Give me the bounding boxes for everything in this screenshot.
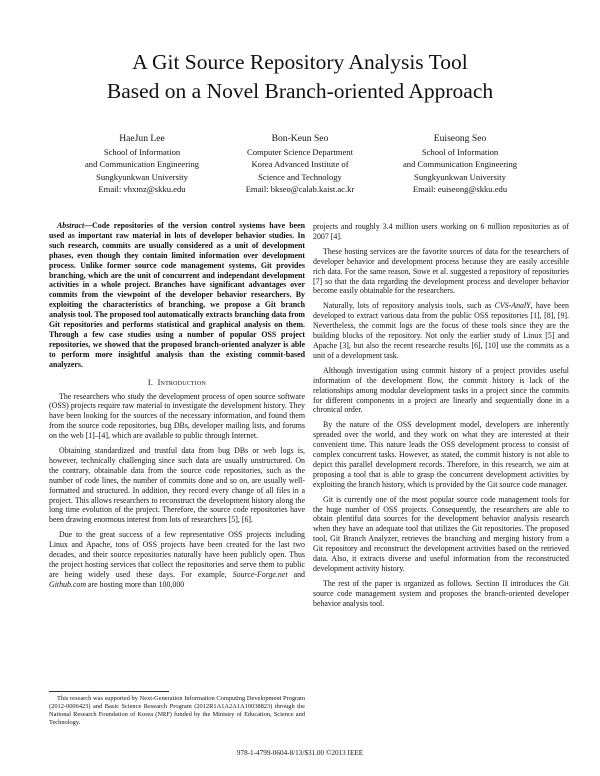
text-run: are hosting more than 100,000 xyxy=(86,579,185,589)
body-paragraph: By the nature of the OSS development model, developers are inherently spreaded over the world, and they work on what they are interested at their convenient time. This nature leads the OSS development process to consist of complex concurrent tasks. However, as stated, the commit history is not able to depict this parallel development records. Therefore, in this research, we aim at proposing a tool that is able to grasp the concurrent development activities by exploiting the branch history, which is provided by the Git source code manager. xyxy=(313,420,569,489)
body-paragraph xyxy=(313,301,569,360)
title-line-1: A Git Source Repository Analysis Tool xyxy=(132,50,468,74)
abstract xyxy=(49,221,305,370)
text-run: and xyxy=(287,569,305,579)
footnote-rule xyxy=(49,691,169,692)
author-block-2 xyxy=(220,133,380,195)
text-run: Naturally, lots of repository analysis tools, such as xyxy=(323,301,495,311)
body-paragraph: projects and roughly 3.4 million users working on 6 million repositories as of 2007 [4]. xyxy=(313,222,569,241)
author-affiliation: Sungkyunkwan University xyxy=(414,171,506,182)
author-block-1 xyxy=(62,133,222,195)
author-affiliation: Computer Science Department xyxy=(247,147,353,158)
text-run: , have been developed to extract various data from the public OSS repositories [1], [8], [9]. Nevertheless, the commit logs are the focus of these tools since they are the building blocks of the repository. Not only the earlier study of Linux [5] and Apache [3], but also the recent researche results [6], [10] use the commits as a unit of a development task. xyxy=(313,301,569,360)
title-line-2: Based on a Novel Branch-oriented Approach xyxy=(106,79,494,103)
funding-footnote: This research was supported by Next-Generation Information Computing Development Program (2012-0006423) and Basic Science Research Program (2012R1A1A2A1A10038823) through the National Research Foundation of Korea (NRF) funded by the Ministry of Education, Science and Technology. xyxy=(49,695,305,726)
author-name: Bon-Keun Seo xyxy=(271,133,329,144)
author-affiliation: Science and Technology xyxy=(258,171,342,182)
author-affiliation: Korea Advanced Institute of xyxy=(251,159,349,170)
right-column xyxy=(313,222,569,614)
cvsanaly-ref: CVS-AnalY xyxy=(494,301,531,311)
author-affiliation: School of Information xyxy=(421,147,499,158)
author-affiliation: and Communication Engineering xyxy=(84,159,200,170)
section-numeral: I. xyxy=(147,377,154,387)
body-paragraph: The researchers who study the development process of open source software (OSS) projects require raw material to investigate the development history. They have been looking for the sources of the necessary information, and found them from the source code repositories, bug DBs, developer mailing lists, and forums on the web [1]–[4], which are available to public through Internet. xyxy=(49,391,305,441)
body-paragraph: Git is currently one of the most popular source code management tools for the huge number of OSS projects. Consequently, the researchers are able to obtain plentiful data sources for the development behavior analysis research when they have an adequate tool that utilizes the Git repositories. The proposed tool, Git Branch Analyzer, retrieves the branching and merging history from a Git repository and reconstruct the development activities based on the retrieved data. Also, it extracts diverse and useful information from the reconstructed development activity history. xyxy=(313,494,569,573)
author-affiliation: School of Information xyxy=(103,147,181,158)
body-paragraph xyxy=(49,530,305,589)
abstract-label: Abstract xyxy=(57,221,85,230)
section-title: Introduction xyxy=(157,377,207,387)
text-run: Due to the great success of a few representative OSS projects including Linux and Apache, tons of OSS projects have been created for the last two decades, and their source repositories naturally have been publicly open. Thus the project hosting services that collect the repositories and serve them to public are being widely used these days. For example, xyxy=(49,530,305,579)
body-paragraph: Although investigation using commit history of a project provides useful information of the development flow, the commit history is lack of the relationships among modular development tasks in a project since the commits for different components in a project are linearly and sequentially done in a chronical order. xyxy=(313,365,569,415)
author-name: HaeJun Lee xyxy=(119,133,165,144)
section-heading xyxy=(49,378,305,388)
author-affiliation: and Communication Engineering xyxy=(402,159,518,170)
author-email: Email: vhxmz@skku.edu xyxy=(98,183,186,194)
left-column xyxy=(49,221,305,595)
author-block-3 xyxy=(380,133,540,195)
github-ref: Github.com xyxy=(49,579,87,589)
author-name: Euiseong Seo xyxy=(433,133,487,144)
author-email: Email: bkseo@calab.kaist.ac.kr xyxy=(245,183,355,194)
copyright-footer: 978-1-4799-0604-8/13/$31.00 ©2013 IEEE xyxy=(236,749,364,757)
body-paragraph: Obtaining standardized and trustful data from bug DBs or web logs is, however, technically challenging since such data are usually unstructured. On the contrary, obtainable data from the source code repositories, such as the number of code lines, the number of commits done and so on, are usually well-formatted and structured. In addition, they record every change of all files in a project. This allows researchers to reconstruct the development history along the long time evolution of the project. Therefore, the source code repositories have been drawing enormous interest from lots of researchers [5], [6]. xyxy=(49,446,305,525)
paper-title xyxy=(30,48,570,106)
body-paragraph: The rest of the paper is organized as follows. Section II introduces the Git source code management system and proposes the branch-oriented developer behavior analysis tool. xyxy=(313,578,569,608)
abstract-text: —Code repositories of the version control systems have been used as important raw material in lots of developer behavior studies. In such research, commits are usually considered as a unit of development phases, even though they contain limited information over development process. Unlike former source code management systems, Git provides branching, which are the unit of concurrent and independant development activities in a whole project. Branches have significant advantages over commits from the viewpoint of the developer behavior researchers. By exploiting the characteristics of branching, we propose a Git branch analysis tool. The proposed tool automatically extracts branching data from Git repositories and performs statistical and graphical analysis on them. Through a few case studies using a number of popular OSS project repositories, we showed that the proposed branch-oriented analyzer is able to perform more insightful analysis than the existing commit-based analyzers. xyxy=(49,221,305,369)
sourceforge-ref: Source-Forge.net xyxy=(232,569,288,579)
body-paragraph: These hosting services are the favorite sources of data for the researchers of developer behavior and development process because they are easily accesible rich data. For the same reason, Sowe et al. suggested a repository of repositories [7] so that the data regarding the development process and developer behavior become easily obtainable for the researchers. xyxy=(313,246,569,296)
author-email: Email: euiseong@skku.edu xyxy=(412,183,508,194)
author-affiliation: Sungkyunkwan University xyxy=(96,171,188,182)
